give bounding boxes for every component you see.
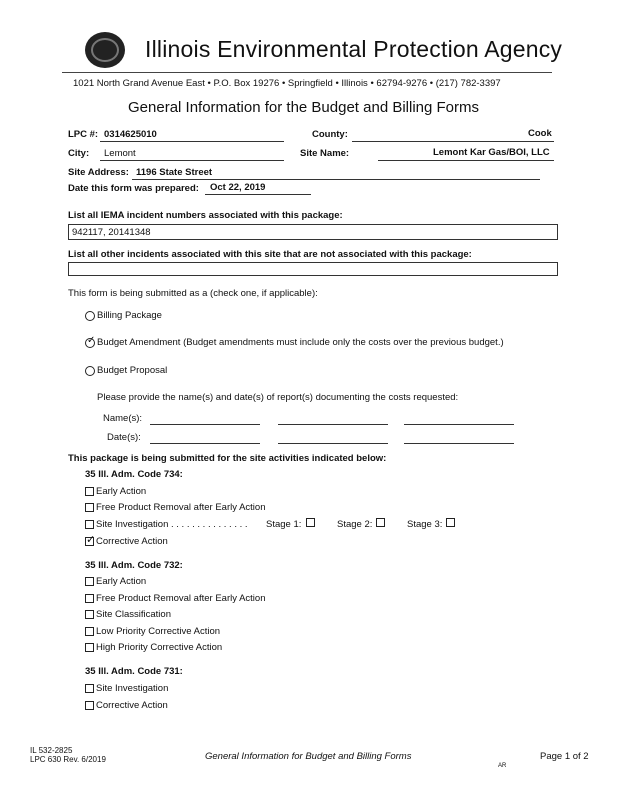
lpc-value[interactable]: 0314625010 <box>104 129 157 140</box>
732-low-priority-checkbox[interactable] <box>85 627 94 636</box>
header-divider <box>62 72 552 73</box>
names-label: Name(s): <box>103 413 143 424</box>
form-revision: LPC 630 Rev. 6/2019 <box>30 755 106 764</box>
other-incidents-label: List all other incidents associated with this site that are not associated with this package: <box>68 249 472 260</box>
stage-1-label: Stage 1: <box>266 519 302 530</box>
732-high-priority-checkbox[interactable] <box>85 643 94 652</box>
code-734-title: 35 Ill. Adm. Code 734: <box>85 469 183 480</box>
734-site-investigation-checkbox[interactable] <box>85 520 94 529</box>
billing-package-label: Billing Package <box>97 310 162 321</box>
732-early-action-label: Early Action <box>96 576 147 587</box>
city-value[interactable]: Lemont <box>104 148 136 159</box>
activities-heading: This package is being submitted for the site activities indicated below: <box>68 453 387 464</box>
site-name-label: Site Name: <box>300 148 350 159</box>
dates-label: Date(s): <box>107 432 141 443</box>
budget-proposal-label: Budget Proposal <box>97 365 168 376</box>
billing-package-radio[interactable] <box>85 311 95 321</box>
budget-proposal-radio[interactable] <box>85 366 95 376</box>
stage-2-label: Stage 2: <box>337 519 373 530</box>
date-field-1[interactable] <box>150 443 260 444</box>
732-site-classification-checkbox[interactable] <box>85 610 94 619</box>
734-early-action-checkbox[interactable] <box>85 487 94 496</box>
734-free-product-label: Free Product Removal after Early Action <box>96 502 266 513</box>
731-corrective-action-label: Corrective Action <box>96 700 168 711</box>
name-field-2[interactable] <box>278 424 388 425</box>
731-corrective-action-checkbox[interactable] <box>85 701 94 710</box>
732-early-action-checkbox[interactable] <box>85 577 94 586</box>
734-free-product-checkbox[interactable] <box>85 503 94 512</box>
stage-1-checkbox[interactable] <box>306 518 315 527</box>
date-label: Date this form was prepared: <box>68 183 199 194</box>
732-low-priority-label: Low Priority Corrective Action <box>96 626 221 637</box>
other-incidents-input-box[interactable] <box>68 262 558 276</box>
date-field-2[interactable] <box>278 443 388 444</box>
budget-amendment-radio[interactable] <box>85 338 95 348</box>
iema-label: List all IEMA incident numbers associated with this package: <box>68 210 343 221</box>
code-731-title: 35 Ill. Adm. Code 731: <box>85 666 183 677</box>
date-value[interactable]: Oct 22, 2019 <box>210 182 266 193</box>
732-high-priority-label: High Priority Corrective Action <box>96 642 223 653</box>
site-address-label: Site Address: <box>68 167 129 178</box>
ar-stamp: AR <box>498 763 507 769</box>
budget-amendment-label: Budget Amendment (Budget amendments must include only the costs over the previous budget.) <box>97 337 504 348</box>
city-label: City: <box>68 148 90 159</box>
stage-3-label: Stage 3: <box>407 519 443 530</box>
agency-seal-icon <box>85 32 125 68</box>
date-underline <box>205 194 311 195</box>
site-name-value[interactable]: Lemont Kar Gas/BOI, LLC <box>433 147 550 158</box>
lpc-label: LPC #: <box>68 129 99 140</box>
site-name-underline <box>378 160 554 161</box>
734-site-investigation-label: Site Investigation . . . . . . . . . . . . . . . <box>96 519 248 530</box>
731-site-investigation-label: Site Investigation <box>96 683 169 694</box>
page-number: Page 1 of 2 <box>540 751 589 762</box>
date-field-3[interactable] <box>404 443 514 444</box>
agency-address: 1021 North Grand Avenue East • P.O. Box 19276 • Springfield • Illinois • 62794-9276 • (217) 782-3397 <box>73 78 501 89</box>
name-field-1[interactable] <box>150 424 260 425</box>
732-site-classification-label: Site Classification <box>96 609 171 620</box>
county-label: County: <box>312 129 348 140</box>
732-free-product-label: Free Product Removal after Early Action <box>96 593 266 604</box>
stage-2-checkbox[interactable] <box>376 518 385 527</box>
footer-title: General Information for Budget and Billing Forms <box>205 751 412 762</box>
city-underline <box>100 160 284 161</box>
iema-value: 942117, 20141348 <box>72 227 151 238</box>
site-address-underline <box>132 179 540 180</box>
731-site-investigation-checkbox[interactable] <box>85 684 94 693</box>
734-corrective-action-label: Corrective Action <box>96 536 168 547</box>
name-field-3[interactable] <box>404 424 514 425</box>
site-address-value[interactable]: 1196 State Street <box>136 167 213 178</box>
734-early-action-label: Early Action <box>96 486 147 497</box>
agency-title: Illinois Environmental Protection Agency <box>145 36 563 62</box>
checkmark-icon: ✓ <box>86 534 96 546</box>
form-number: IL 532-2825 <box>30 746 73 755</box>
code-732-title: 35 Ill. Adm. Code 732: <box>85 560 183 571</box>
submission-heading: This form is being submitted as a (check one, if applicable): <box>68 288 318 299</box>
form-title: General Information for the Budget and Billing Forms <box>128 99 480 116</box>
732-free-product-checkbox[interactable] <box>85 594 94 603</box>
county-underline <box>352 141 554 142</box>
lpc-underline <box>100 141 284 142</box>
provide-report-note: Please provide the name(s) and date(s) of report(s) documenting the costs requested: <box>97 392 459 403</box>
county-value[interactable]: Cook <box>528 128 552 139</box>
stage-3-checkbox[interactable] <box>446 518 455 527</box>
